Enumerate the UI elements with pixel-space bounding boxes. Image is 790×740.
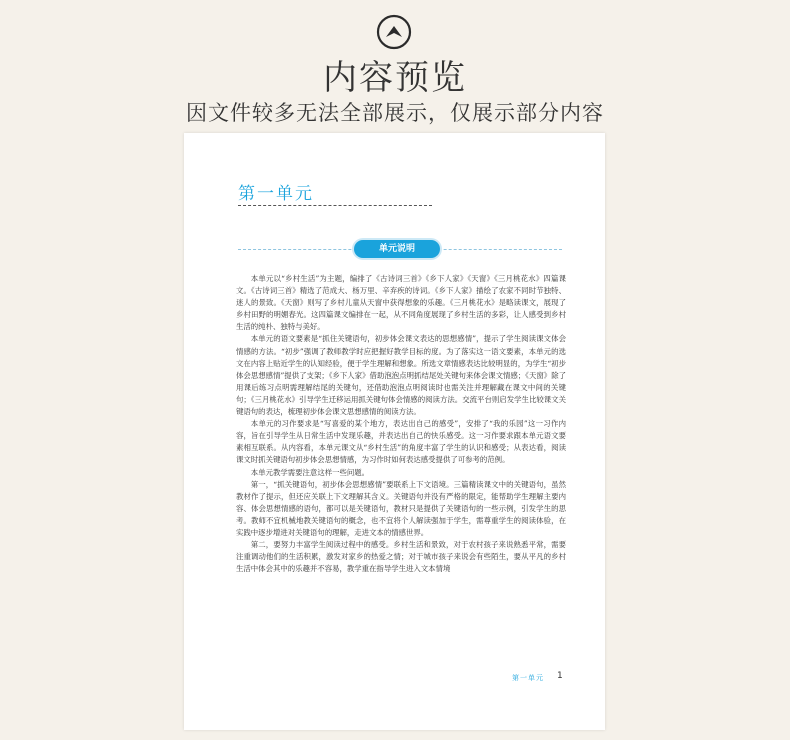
- footer-unit-label: 第一单元: [512, 674, 544, 682]
- paragraph: 本单元以“乡村生活”为主题，编排了《古诗词三首》《乡下人家》《天窗》《三月桃花水》四篇课文。《古诗词三首》精选了范成大、杨万里、辛弃疾的诗词。《乡下人家》描绘了农家不同时节独特、迷人的景致。《天窗》则写了乡村儿童从天窗中获得想象的乐趣。《三月桃花水》是略读课文，展现了乡村田野的明媚春光。这四篇课文编排在一起，从不同角度展现了乡村生活的多彩，让人感受到乡村生活的纯朴、独特与美好。: [236, 274, 566, 332]
- page-number: 1: [557, 671, 563, 681]
- chevron-up-circle-icon: [376, 14, 412, 50]
- unit-title: 第一单元: [238, 184, 314, 204]
- paragraph: 本单元教学需要注意这样一些问题。: [250, 467, 370, 477]
- paragraph: 本单元的语文要素是“抓住关键语句，初步体会课文表达的思想感情”，提示了学生阅读课文体会情感的方法。“初步”强调了教师教学时应把握好教学目标的度。为了落实这一语文要素，本单元的选文在内容上贴近学生的认知经验，便于学生理解和想象。所选文章情感表达比较明显的，为学生“初步体会思想感情”提供了支架；《乡下人家》借助泡泡点明抓结尾处关键句来体会课文情感；《天窗》除了用课后练习点明需理解结尾的关键句，还借助泡泡点明阅读时也需关注并理解藏在课文中间的关键句；《三月桃花水》引导学生迁移运用抓关键句体会情感的阅读方法。交流平台则启发学生比较课文关键语句的表达，梳理初步体会课文思想感情的阅读方法。: [236, 334, 566, 417]
- page-subtitle: 因文件较多无法全部展示，仅展示部分内容: [186, 101, 604, 125]
- body-text: [236, 273, 566, 575]
- paragraph: 第二，要努力丰富学生阅读过程中的感受。乡村生活和景致，对于农村孩子来说熟悉平常，需要注重调动他们的生活积累，激发对家乡的热爱之情；对于城市孩子来说会有些陌生，要从平凡的乡村生活中体会其中的乐趣并不容易，教学重在指导学生进入文本情境: [236, 540, 566, 574]
- document-page-preview: [184, 133, 605, 730]
- paragraph: 本单元的习作要求是“写喜爱的某个地方，表达出自己的感受”，安排了“我的乐园”这一习作内容，旨在引导学生从日常生活中发现乐趣，并表达出自己的快乐感受。这一习作要求跟本单元语文要素相互联系。从内容看，本单元课文从“乡村生活”的角度丰富了学生的认识和感受；从表达看，阅读课文时抓关键语句初步体会思想情感，为习作时如何表达感受提供了可参考的范例。: [236, 419, 566, 465]
- paragraph: 第一，“抓关键语句，初步体会思想感情”要联系上下文语境。三篇精读课文中的关键语句，虽然教材作了提示，但还应关联上下文理解其含义。关键语句并没有严格的限定，能帮助学生理解主要内容、体会思想情感的语句，都可以是关键语句，教材只是提供了关键语句的一些示例，引发学生的思考。教师不宜机械地教关键语句的概念，也不宜将个人解读强加于学生，需尊重学生的阅读体验，在实践中逐步增进对关键语句的理解，走进文本的情感世界。: [236, 479, 566, 537]
- section-badge: 单元说明: [354, 240, 440, 258]
- unit-title-underline: [238, 205, 432, 206]
- page-title: 内容预览: [323, 58, 467, 98]
